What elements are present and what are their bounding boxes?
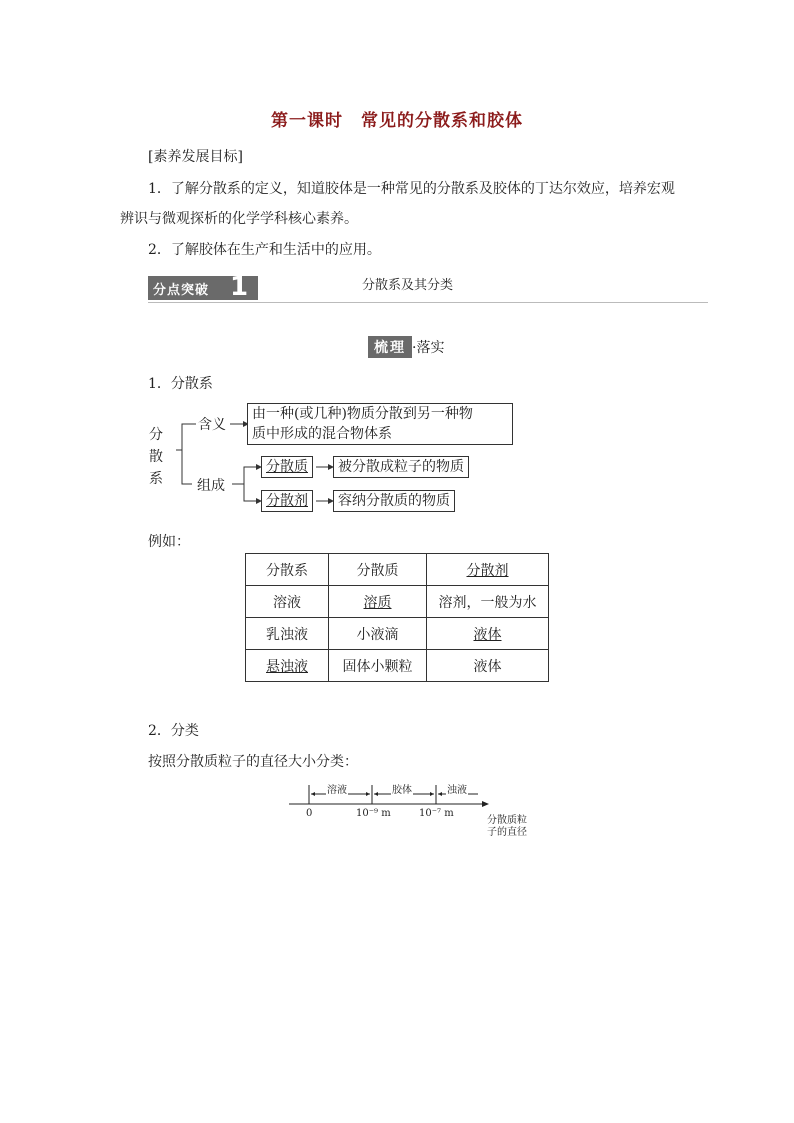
root-char-3: 系	[149, 471, 163, 487]
composition-label: 组成	[197, 478, 225, 494]
axis-label-line2: 子的直径	[487, 827, 527, 838]
part2-description: 按照分散质粒子的直径大小分类：	[148, 754, 358, 770]
table-header-cell: 分散质	[329, 554, 427, 586]
table-cell: 小液滴	[329, 618, 427, 650]
section-badge-number: 1	[230, 272, 249, 302]
solvent-desc-box: 容纳分散质的物质	[333, 490, 455, 512]
page-title: 第一课时 常见的分散系和胶体	[271, 111, 523, 131]
axis-label-line1: 分散质粒	[487, 815, 527, 826]
goal-item-2: 2．了解胶体在生产和生活中的应用。	[148, 242, 381, 258]
table-header-cell: 分散系	[246, 554, 329, 586]
goal-item-1-line1: 1．了解分散系的定义，知道胶体是一种常见的分散系及胶体的丁达尔效应，培养宏观	[148, 181, 675, 197]
table-cell: 悬浊液	[246, 650, 329, 682]
sort-tag-text: ·落实	[412, 340, 445, 356]
meaning-label: 含义	[198, 417, 226, 433]
range-label-solution: 溶液	[326, 781, 348, 796]
table-cell: 液体	[427, 618, 549, 650]
section-badge-text: 分点突破	[153, 283, 210, 298]
table-cell: 溶液	[246, 586, 329, 618]
goals-header: [素养发展目标]	[148, 149, 243, 165]
example-label: 例如：	[148, 534, 190, 550]
solute-desc-box: 被分散成粒子的物质	[333, 456, 469, 478]
table-cell: 溶质	[329, 586, 427, 618]
sort-tag-box: 梳理	[368, 336, 412, 358]
solvent-box: 分散剂	[261, 490, 313, 512]
tick-label-1e-7: 10⁻⁷ m	[419, 808, 454, 819]
goal-item-1-line2: 辨识与微观探析的化学学科核心素养。	[120, 211, 358, 227]
range-label-suspension: 浊液	[446, 781, 468, 796]
part1-heading: 1．分散系	[148, 376, 213, 392]
tick-label-1e-9: 10⁻⁹ m	[356, 808, 391, 819]
table-cell: 乳浊液	[246, 618, 329, 650]
table-cell: 溶剂，一般为水	[427, 586, 549, 618]
root-char-2: 散	[149, 449, 163, 465]
section-title: 分散系及其分类	[362, 278, 454, 293]
tick-label-0: 0	[306, 808, 313, 819]
meaning-box-line2: 质中形成的混合物体系	[252, 426, 392, 442]
meaning-box-line1: 由一种(或几种)物质分散到另一种物	[252, 406, 473, 422]
solute-box: 分散质	[261, 456, 313, 478]
table-header-cell: 分散剂	[427, 554, 549, 586]
table-cell: 固体小颗粒	[329, 650, 427, 682]
range-label-colloid: 胶体	[391, 781, 413, 796]
part2-heading: 2．分类	[148, 723, 199, 739]
root-char-1: 分	[149, 427, 163, 443]
table-cell: 液体	[427, 650, 549, 682]
